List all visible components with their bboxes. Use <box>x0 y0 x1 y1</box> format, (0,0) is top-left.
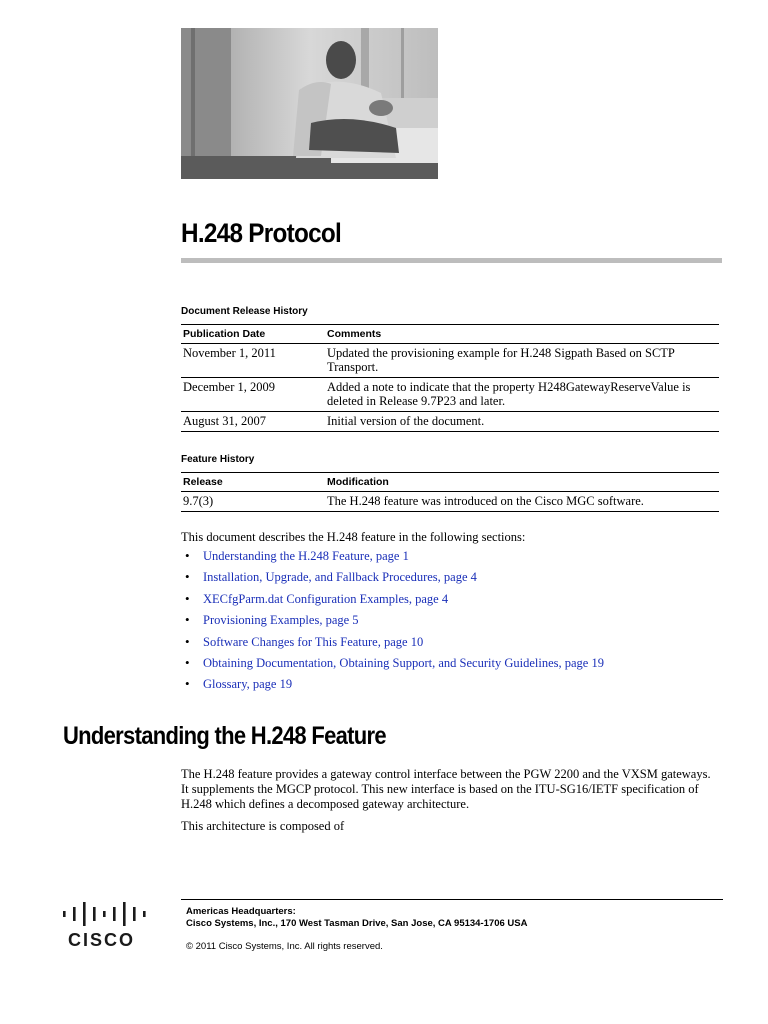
column-header: Comments <box>325 325 719 344</box>
toc-link[interactable]: Obtaining Documentation, Obtaining Support, and Security Guidelines, page 19 <box>203 655 604 670</box>
table-row <box>181 492 719 512</box>
toc-item <box>181 635 604 656</box>
table-header-row <box>181 473 719 492</box>
table-cell: November 1, 2011 <box>181 344 325 378</box>
table-cell: Added a note to indicate that the property H248GatewayReserveValue is deleted in Release 9.7P23 and later. <box>325 378 719 412</box>
table-row <box>181 344 719 378</box>
toc-link[interactable]: Provisioning Examples, page 5 <box>203 613 359 628</box>
cisco-logo <box>62 899 162 949</box>
table-cell: Initial version of the document. <box>325 412 719 432</box>
title-divider <box>181 258 722 263</box>
toc-link[interactable]: Software Changes for This Feature, page 10 <box>203 634 424 649</box>
toc-item <box>181 677 604 698</box>
column-header: Modification <box>325 473 719 492</box>
table-header-row <box>181 325 719 344</box>
toc-link[interactable]: Installation, Upgrade, and Fallback Procedures, page 4 <box>203 570 477 585</box>
section-paragraph: The H.248 feature provides a gateway control interface between the PGW 2200 and the VXSM gateways. It supplements the MGCP protocol. This new interface is based on the ITU-SG16/IETF specification of H.248 which defines a decomposed gateway architecture. <box>181 767 711 811</box>
page-title: H.248 Protocol <box>181 218 342 248</box>
logo-wordmark: CISCO <box>68 930 136 949</box>
table-row <box>181 412 719 432</box>
column-header: Release <box>181 473 325 492</box>
bullet-icon: • <box>185 633 190 649</box>
toc-list <box>181 549 604 699</box>
intro-text: This document describes the H.248 feature in the following sections: <box>181 530 526 544</box>
copyright: © 2011 Cisco Systems, Inc. All rights reserved. <box>186 941 383 952</box>
table-cell: 9.7(3) <box>181 492 325 512</box>
feature-history-table <box>181 472 719 512</box>
feature-history-caption: Feature History <box>181 454 255 465</box>
hq-label: Americas Headquarters: <box>186 906 296 917</box>
bullet-icon: • <box>185 654 190 670</box>
table-cell: The H.248 feature was introduced on the Cisco MGC software. <box>325 492 719 512</box>
toc-item <box>181 656 604 677</box>
table-row <box>181 378 719 412</box>
toc-link[interactable]: Understanding the H.248 Feature, page 1 <box>203 549 409 563</box>
toc-item <box>181 570 604 591</box>
toc-item <box>181 592 604 613</box>
cover-photo <box>181 28 438 179</box>
bullet-icon: • <box>185 569 190 585</box>
table-cell: August 31, 2007 <box>181 412 325 432</box>
toc-link[interactable]: XECfgParm.dat Configuration Examples, page 4 <box>203 591 449 606</box>
toc-link[interactable]: Glossary, page 19 <box>203 677 293 692</box>
bullet-icon: • <box>185 612 190 628</box>
toc-item <box>181 549 604 570</box>
hq-address: Cisco Systems, Inc., 170 West Tasman Drive, San Jose, CA 95134-1706 USA <box>186 918 528 929</box>
release-history-caption: Document Release History <box>181 306 308 317</box>
bullet-icon: • <box>185 676 190 692</box>
section-heading: Understanding the H.248 Feature <box>63 722 386 750</box>
release-history-table <box>181 324 719 432</box>
table-cell: Updated the provisioning example for H.248 Sigpath Based on SCTP Transport. <box>325 344 719 378</box>
column-header: Publication Date <box>181 325 325 344</box>
footer-divider <box>181 899 723 900</box>
toc-item <box>181 613 604 634</box>
table-cell: December 1, 2009 <box>181 378 325 412</box>
bullet-icon: • <box>185 548 190 563</box>
bullet-icon: • <box>185 590 190 606</box>
section-paragraph: This architecture is composed of <box>181 819 345 833</box>
